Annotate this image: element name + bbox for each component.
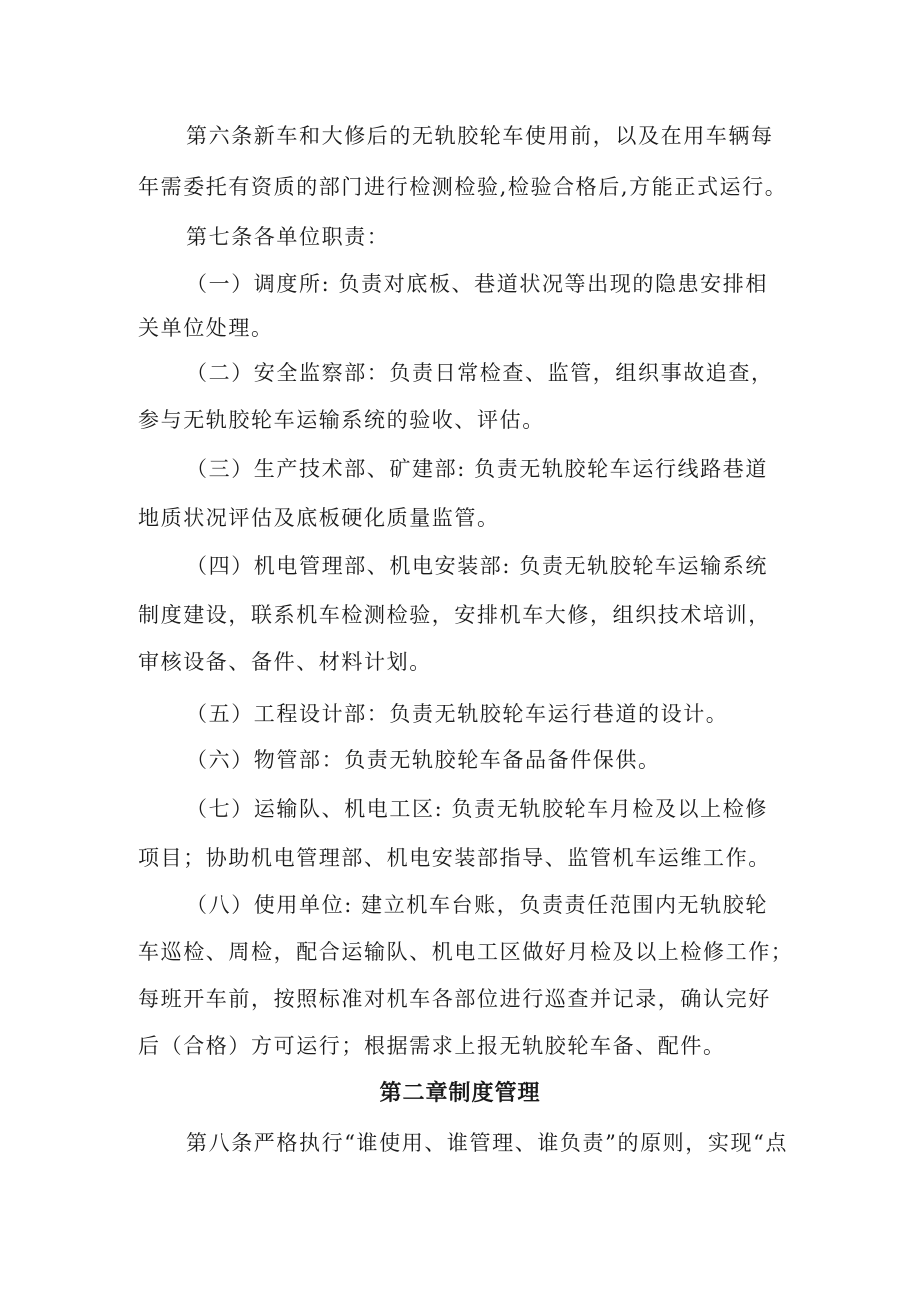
- text-line: 后（合格）方可运行；根据需求上报无轨胶轮车备、配件。: [138, 1034, 726, 1058]
- text-line: 第七条各单位职责：: [186, 225, 390, 249]
- text-line: 项目；协助机电管理部、机电安装部指导、监管机车运维工作。: [138, 846, 771, 870]
- text-line: （二）安全监察部：负责日常检查、监管，组织事故追查，: [186, 361, 774, 385]
- text-line: （五）工程设计部：负责无轨胶轮车运行巷道的设计。: [186, 702, 729, 726]
- text-line: 车巡检、周检，配合运输队、机电工区做好月检及以上检修工作；: [138, 940, 794, 964]
- text-line: （三）生产技术部、矿建部: 负责无轨胶轮车运行线路巷道: [186, 457, 768, 481]
- text-line: （七）运输队、机电工区: 负责无轨胶轮车月检及以上检修: [186, 797, 768, 821]
- text-line: 关单位处理。: [138, 316, 274, 340]
- text-line: （四）机电管理部、机电安装部: 负责无轨胶轮车运输系统: [186, 554, 768, 578]
- text-line: （八）使用单位: 建立机车台账，负责责任范围内无轨胶轮: [186, 893, 768, 917]
- text-line: （一）调度所: 负责对底板、巷道状况等出现的隐患安排相: [186, 272, 768, 296]
- text-line: 地质状况评估及底板硬化质量监管。: [138, 506, 500, 530]
- text-line: 每班开车前，按照标准对机车各部位进行巡查并记录，确认完好: [138, 987, 771, 1011]
- text-line: （六）物管部：负责无轨胶轮车备品备件保供。: [186, 748, 661, 772]
- text-line: 第六条新车和大修后的无轨胶轮车使用前，以及在用车辆每: [186, 124, 774, 148]
- text-line: 制度建设，联系机车检测检验，安排机车大修，组织技术培训，: [138, 603, 771, 627]
- text-line: 第八条严格执行“谁使用、谁管理、谁负责”的原则，实现“点: [186, 1131, 789, 1155]
- chapter-heading: 第二章制度管理: [379, 1081, 541, 1106]
- text-line: 审核设备、备件、材料计划。: [138, 650, 432, 674]
- text-line: 参与无轨胶轮车运输系统的验收、评估。: [138, 408, 545, 432]
- text-line: 年需委托有资质的部门进行检测检验,检验合格后,方能正式运行。: [138, 175, 788, 199]
